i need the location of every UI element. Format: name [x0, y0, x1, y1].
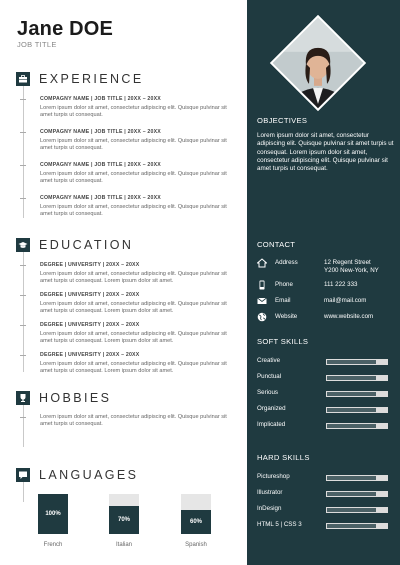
education-item-head: DEGREE | UNIVERSITY | 20XX – 20XX [40, 292, 140, 298]
education-title: EDUCATION [39, 238, 134, 252]
skill-name: Implicated [257, 421, 286, 428]
language-bar-fill [38, 494, 68, 534]
experience-item [40, 195, 240, 219]
hobbies-title: HOBBIES [39, 391, 112, 405]
experience-item-head: COMPAGNY NAME | JOB TITLE | 20XX – 20XX [40, 195, 161, 201]
contact-address-line2: Y200 New-York, NY [324, 267, 379, 274]
objectives-text: Lorem ipsum dolor sit amet, consectetur adipiscing elit. Quisque pulvinar sit amet turpis ut consequat. Lorem ipsum dolor sit amet, consectetur adipiscing elit. Quisque pulvinar sit amet turpis ut consequat. [257, 132, 394, 173]
home-icon [257, 258, 267, 268]
skill-bar-level [327, 524, 376, 528]
language-bar-fill [109, 506, 139, 534]
skill-bar [326, 391, 388, 397]
skill-name: Organized [257, 405, 286, 412]
skill-row [257, 489, 392, 499]
education-item-head: DEGREE | UNIVERSITY | 20XX – 20XX [40, 322, 140, 328]
briefcase-icon [16, 72, 30, 86]
skill-row [257, 389, 392, 399]
skill-name: Illustrator [257, 489, 283, 496]
experience-item-body: Lorem ipsum dolor sit amet, consectetur adipiscing elit. Quisque pulvinar sit amet turpis ut consequat. [40, 171, 227, 185]
hobbies-text-block [40, 414, 240, 429]
job-title: JOB TITLE [17, 40, 57, 49]
contact-address-line1: 12 Regent Street [324, 259, 371, 266]
education-item [40, 322, 240, 346]
contact-email-value[interactable]: mail@mail.com [324, 297, 367, 304]
contact-email [257, 296, 397, 308]
skill-bar-level [327, 508, 376, 512]
contact-address [257, 258, 397, 274]
skill-bar [326, 491, 388, 497]
contact-phone [257, 280, 397, 292]
language-percent: 100% [45, 511, 61, 517]
skill-bar [326, 375, 388, 381]
contact-address-label: Address [275, 259, 298, 266]
skill-bar-level [327, 424, 376, 428]
skill-bar [326, 507, 388, 513]
phone-icon [257, 280, 267, 290]
skill-bar [326, 359, 388, 365]
language-item [181, 494, 211, 548]
trophy-icon [16, 391, 30, 405]
languages-timeline [23, 482, 24, 502]
skill-name: Serious [257, 389, 278, 396]
education-item-body: Lorem ipsum dolor sit amet, consectetur adipiscing elit. Quisque pulvinar sit amet turpis ut consequat. Lorem ipsum dolor sit amet. [40, 301, 227, 315]
hobbies-timeline [23, 405, 24, 447]
language-bar-fill [181, 510, 211, 534]
experience-item-body: Lorem ipsum dolor sit amet, consectetur adipiscing elit. Quisque pulvinar sit amet turpis ut consequat. [40, 105, 227, 119]
skill-bar-level [327, 360, 376, 364]
language-item [109, 494, 139, 548]
experience-item-body: Lorem ipsum dolor sit amet, consectetur adipiscing elit. Quisque pulvinar sit amet turpis ut consequat. [40, 138, 227, 152]
skill-row [257, 373, 392, 383]
experience-item-head: COMPAGNY NAME | JOB TITLE | 20XX – 20XX [40, 162, 161, 168]
education-item [40, 352, 240, 376]
contact-phone-label: Phone [275, 281, 293, 288]
education-item-body: Lorem ipsum dolor sit amet, consectetur adipiscing elit. Quisque pulvinar sit amet turpis ut consequat. Lorem ipsum dolor sit amet. [40, 361, 227, 375]
skill-bar-level [327, 392, 376, 396]
skill-row [257, 357, 392, 367]
experience-item [40, 162, 240, 186]
skill-bar [326, 407, 388, 413]
soft-skills-title: SOFT SKILLS [257, 337, 309, 346]
languages-title: LANGUAGES [39, 468, 139, 482]
skill-bar-level [327, 492, 376, 496]
education-item [40, 262, 240, 286]
contact-website-label: Website [275, 313, 298, 320]
skill-row [257, 505, 392, 515]
hard-skills-title: HARD SKILLS [257, 453, 310, 462]
education-timeline [23, 252, 24, 372]
skill-name: Punctual [257, 373, 282, 380]
objectives-title: OBJECTIVES [257, 116, 308, 125]
language-percent: 60% [189, 519, 202, 525]
envelope-icon [257, 296, 267, 306]
education-item-head: DEGREE | UNIVERSITY | 20XX – 20XX [40, 262, 140, 268]
experience-item-head: COMPAGNY NAME | JOB TITLE | 20XX – 20XX [40, 129, 161, 135]
language-item [38, 494, 68, 548]
profile-photo [270, 15, 366, 111]
experience-item-body: Lorem ipsum dolor sit amet, consectetur adipiscing elit. Quisque pulvinar sit amet turpis ut consequat. [40, 204, 227, 218]
skill-bar-level [327, 408, 376, 412]
language-percent: 70% [117, 517, 130, 523]
contact-title: CONTACT [257, 240, 296, 249]
skill-bar [326, 423, 388, 429]
education-item [40, 292, 240, 316]
skill-name: InDesign [257, 505, 282, 512]
skill-row [257, 473, 392, 483]
contact-email-label: Email [275, 297, 291, 304]
avatar [270, 15, 366, 111]
candidate-name: Jane DOE [17, 18, 114, 40]
language-bar [38, 494, 68, 534]
skill-bar [326, 523, 388, 529]
graduation-cap-icon [16, 238, 30, 252]
skill-row [257, 521, 392, 531]
skill-name: Creative [257, 357, 281, 364]
globe-icon [257, 312, 267, 322]
education-item-head: DEGREE | UNIVERSITY | 20XX – 20XX [40, 352, 140, 358]
skill-name: HTML 5 | CSS 3 [257, 521, 302, 528]
language-name: Italian [115, 542, 132, 548]
contact-website-value[interactable]: www.website.com [324, 313, 374, 320]
language-name: Spanish [185, 542, 207, 548]
experience-item [40, 96, 240, 120]
language-bar [181, 494, 211, 534]
hobbies-text: Lorem ipsum dolor sit amet, consectetur adipiscing elit. Quisque pulvinar sit amet turpis ut consequat. [40, 414, 227, 428]
education-item-body: Lorem ipsum dolor sit amet, consectetur adipiscing elit. Quisque pulvinar sit amet turpis ut consequat. Lorem ipsum dolor sit amet. [40, 271, 227, 285]
skill-bar-level [327, 376, 376, 380]
language-bar [109, 494, 139, 534]
skill-name: Pictureshop [257, 473, 290, 480]
contact-website [257, 312, 397, 324]
chat-icon [16, 468, 30, 482]
skill-bar-level [327, 476, 376, 480]
contact-phone-value: 111 222 333 [324, 281, 358, 288]
education-item-body: Lorem ipsum dolor sit amet, consectetur adipiscing elit. Quisque pulvinar sit amet turpis ut consequat. Lorem ipsum dolor sit amet. [40, 331, 227, 345]
experience-item-head: COMPAGNY NAME | JOB TITLE | 20XX – 20XX [40, 96, 161, 102]
skill-row [257, 421, 392, 431]
language-name: French [43, 542, 63, 548]
experience-item [40, 129, 240, 153]
skill-row [257, 405, 392, 415]
experience-title: EXPERIENCE [39, 72, 144, 86]
skill-bar [326, 475, 388, 481]
